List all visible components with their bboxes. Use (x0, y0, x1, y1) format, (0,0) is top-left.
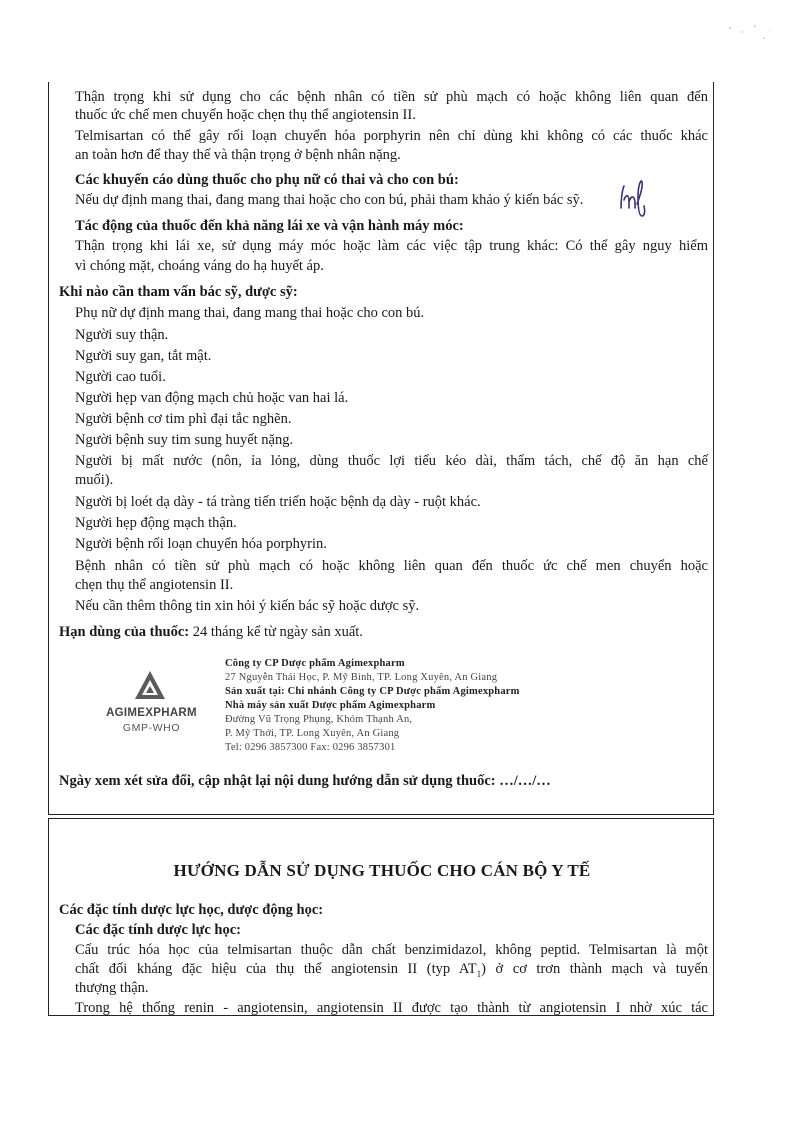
section-title: HƯỚNG DẪN SỬ DỤNG THUỐC CHO CÁN BỘ Y TẾ (173, 861, 591, 880)
list-item: Người hẹp van động mạch chủ hoặc van hai lá. (75, 390, 349, 406)
signature-initials (615, 178, 651, 220)
list-item: Phụ nữ dự định mang thai, đang mang thai hoặc cho con bú. (75, 305, 425, 321)
text-line: an toàn hơn để thay thế và thận trọng ở bệnh nhân nặng. (75, 147, 401, 163)
triangle-logo-icon (133, 669, 167, 703)
text-line (75, 960, 708, 978)
review-date-line: Ngày xem xét sửa đổi, cập nhật lại nội dung hướng dẫn sử dụng thuốc: …/…/… (59, 773, 551, 789)
expiry-line (59, 623, 363, 641)
pharmacodynamics-heading: Các đặc tính dược lực học: (75, 922, 241, 938)
expiry-label: Hạn dùng của thuốc: (59, 624, 190, 640)
brand-name: AGIMEXPHARM (106, 707, 197, 719)
text-line: thượng thận. (75, 980, 149, 996)
scan-marks (720, 20, 780, 50)
text-segment: chất đối kháng đặc hiệu của thụ thể angiotensin II (typ AT (75, 961, 477, 977)
list-item: Người bệnh cơ tim phì đại tắc nghẽn. (75, 411, 292, 427)
company-line: Công ty CP Dược phẩm Agimexpharm (225, 658, 405, 669)
text-line: Thận trọng khi sử dụng cho các bệnh nhân có tiền sử phù mạch có hoặc không liên quan đến (75, 89, 708, 105)
company-line: P. Mỹ Thới, TP. Long Xuyên, An Giang (225, 728, 400, 739)
list-item: Người bệnh rối loạn chuyển hóa porphyrin. (75, 536, 327, 552)
text-line: thuốc ức chế men chuyển hoặc chẹn thụ thể angiotensin II. (75, 107, 416, 123)
list-item: Người suy thận. (75, 327, 169, 343)
text-line: Thận trọng khi lái xe, sử dụng máy móc hoặc làm các việc tập trung khác: Có thể gây nguy hiểm (75, 238, 708, 254)
list-item: chẹn thụ thể angiotensin II. (75, 577, 234, 593)
properties-heading: Các đặc tính dược lực học, dược động học: (59, 902, 324, 918)
list-item: Nếu cần thêm thông tin xin hỏi ý kiến bác sỹ hoặc dược sỹ. (75, 598, 420, 614)
company-line: 27 Nguyễn Thái Học, P. Mỹ Bình, TP. Long Xuyên, An Giang (225, 672, 498, 683)
list-item: muối). (75, 472, 114, 488)
expiry-value: 24 tháng kể từ ngày sản xuất. (189, 624, 363, 640)
text-line: Cấu trúc hóa học của telmisartan thuộc dẫn chất benzimidazol, không peptid. Telmisartan là một (75, 942, 708, 958)
text-segment: ) ở cơ trơn thành mạch và tuyến (481, 961, 709, 977)
list-item: Bệnh nhân có tiền sử phù mạch có hoặc không liên quan đến thuốc ức chế men chuyển hoặc (75, 558, 708, 574)
pregnancy-text: Nếu dự định mang thai, đang mang thai hoặc cho con bú, phải tham khảo ý kiến bác sỹ. (75, 192, 584, 208)
list-item: Người bị loét dạ dày - tá tràng tiến triển hoặc bệnh dạ dày - ruột khác. (75, 494, 481, 510)
list-item: Người hẹp động mạch thận. (75, 515, 237, 531)
list-item: Người suy gan, tắt mật. (75, 348, 212, 364)
company-line: Đường Vũ Trọng Phụng, Khóm Thạnh An, (225, 714, 413, 725)
subscript: 1 (476, 968, 482, 979)
pregnancy-heading: Các khuyến cáo dùng thuốc cho phụ nữ có thai và cho con bú: (75, 172, 459, 188)
text-line: Trong hệ thống renin - angiotensin, angiotensin II được tạo thành từ angiotensin I nhờ xúc tác (75, 1000, 708, 1016)
list-item: Người bệnh suy tim sung huyết nặng. (75, 432, 294, 448)
company-logo (89, 669, 214, 739)
list-item: Người cao tuổi. (75, 369, 166, 385)
text-line: Telmisartan có thể gây rối loạn chuyển hóa porphyrin nên chỉ dùng khi không có các thuốc khác (75, 128, 708, 144)
brand-sub: GMP-WHO (122, 722, 181, 734)
company-line: Tel: 0296 3857300 Fax: 0296 3857301 (225, 742, 396, 753)
patient-info-box (48, 82, 714, 815)
list-item: Người bị mất nước (nôn, ỉa lỏng, dùng thuốc lợi tiểu kéo dài, thẩm tách, chế độ ăn hạn chế (75, 453, 708, 469)
company-line: Nhà máy sản xuất Dược phẩm Agimexpharm (225, 700, 436, 711)
text-line: vì chóng mặt, choáng váng do hạ huyết áp. (75, 258, 324, 274)
driving-heading: Tác động của thuốc đến khả năng lái xe và vận hành máy móc: (75, 218, 464, 234)
company-line: Sản xuất tại: Chi nhánh Công ty CP Dược phẩm Agimexpharm (225, 686, 520, 697)
consult-heading: Khi nào cần tham vấn bác sỹ, dược sỹ: (59, 284, 298, 300)
health-professional-box (48, 818, 714, 1016)
